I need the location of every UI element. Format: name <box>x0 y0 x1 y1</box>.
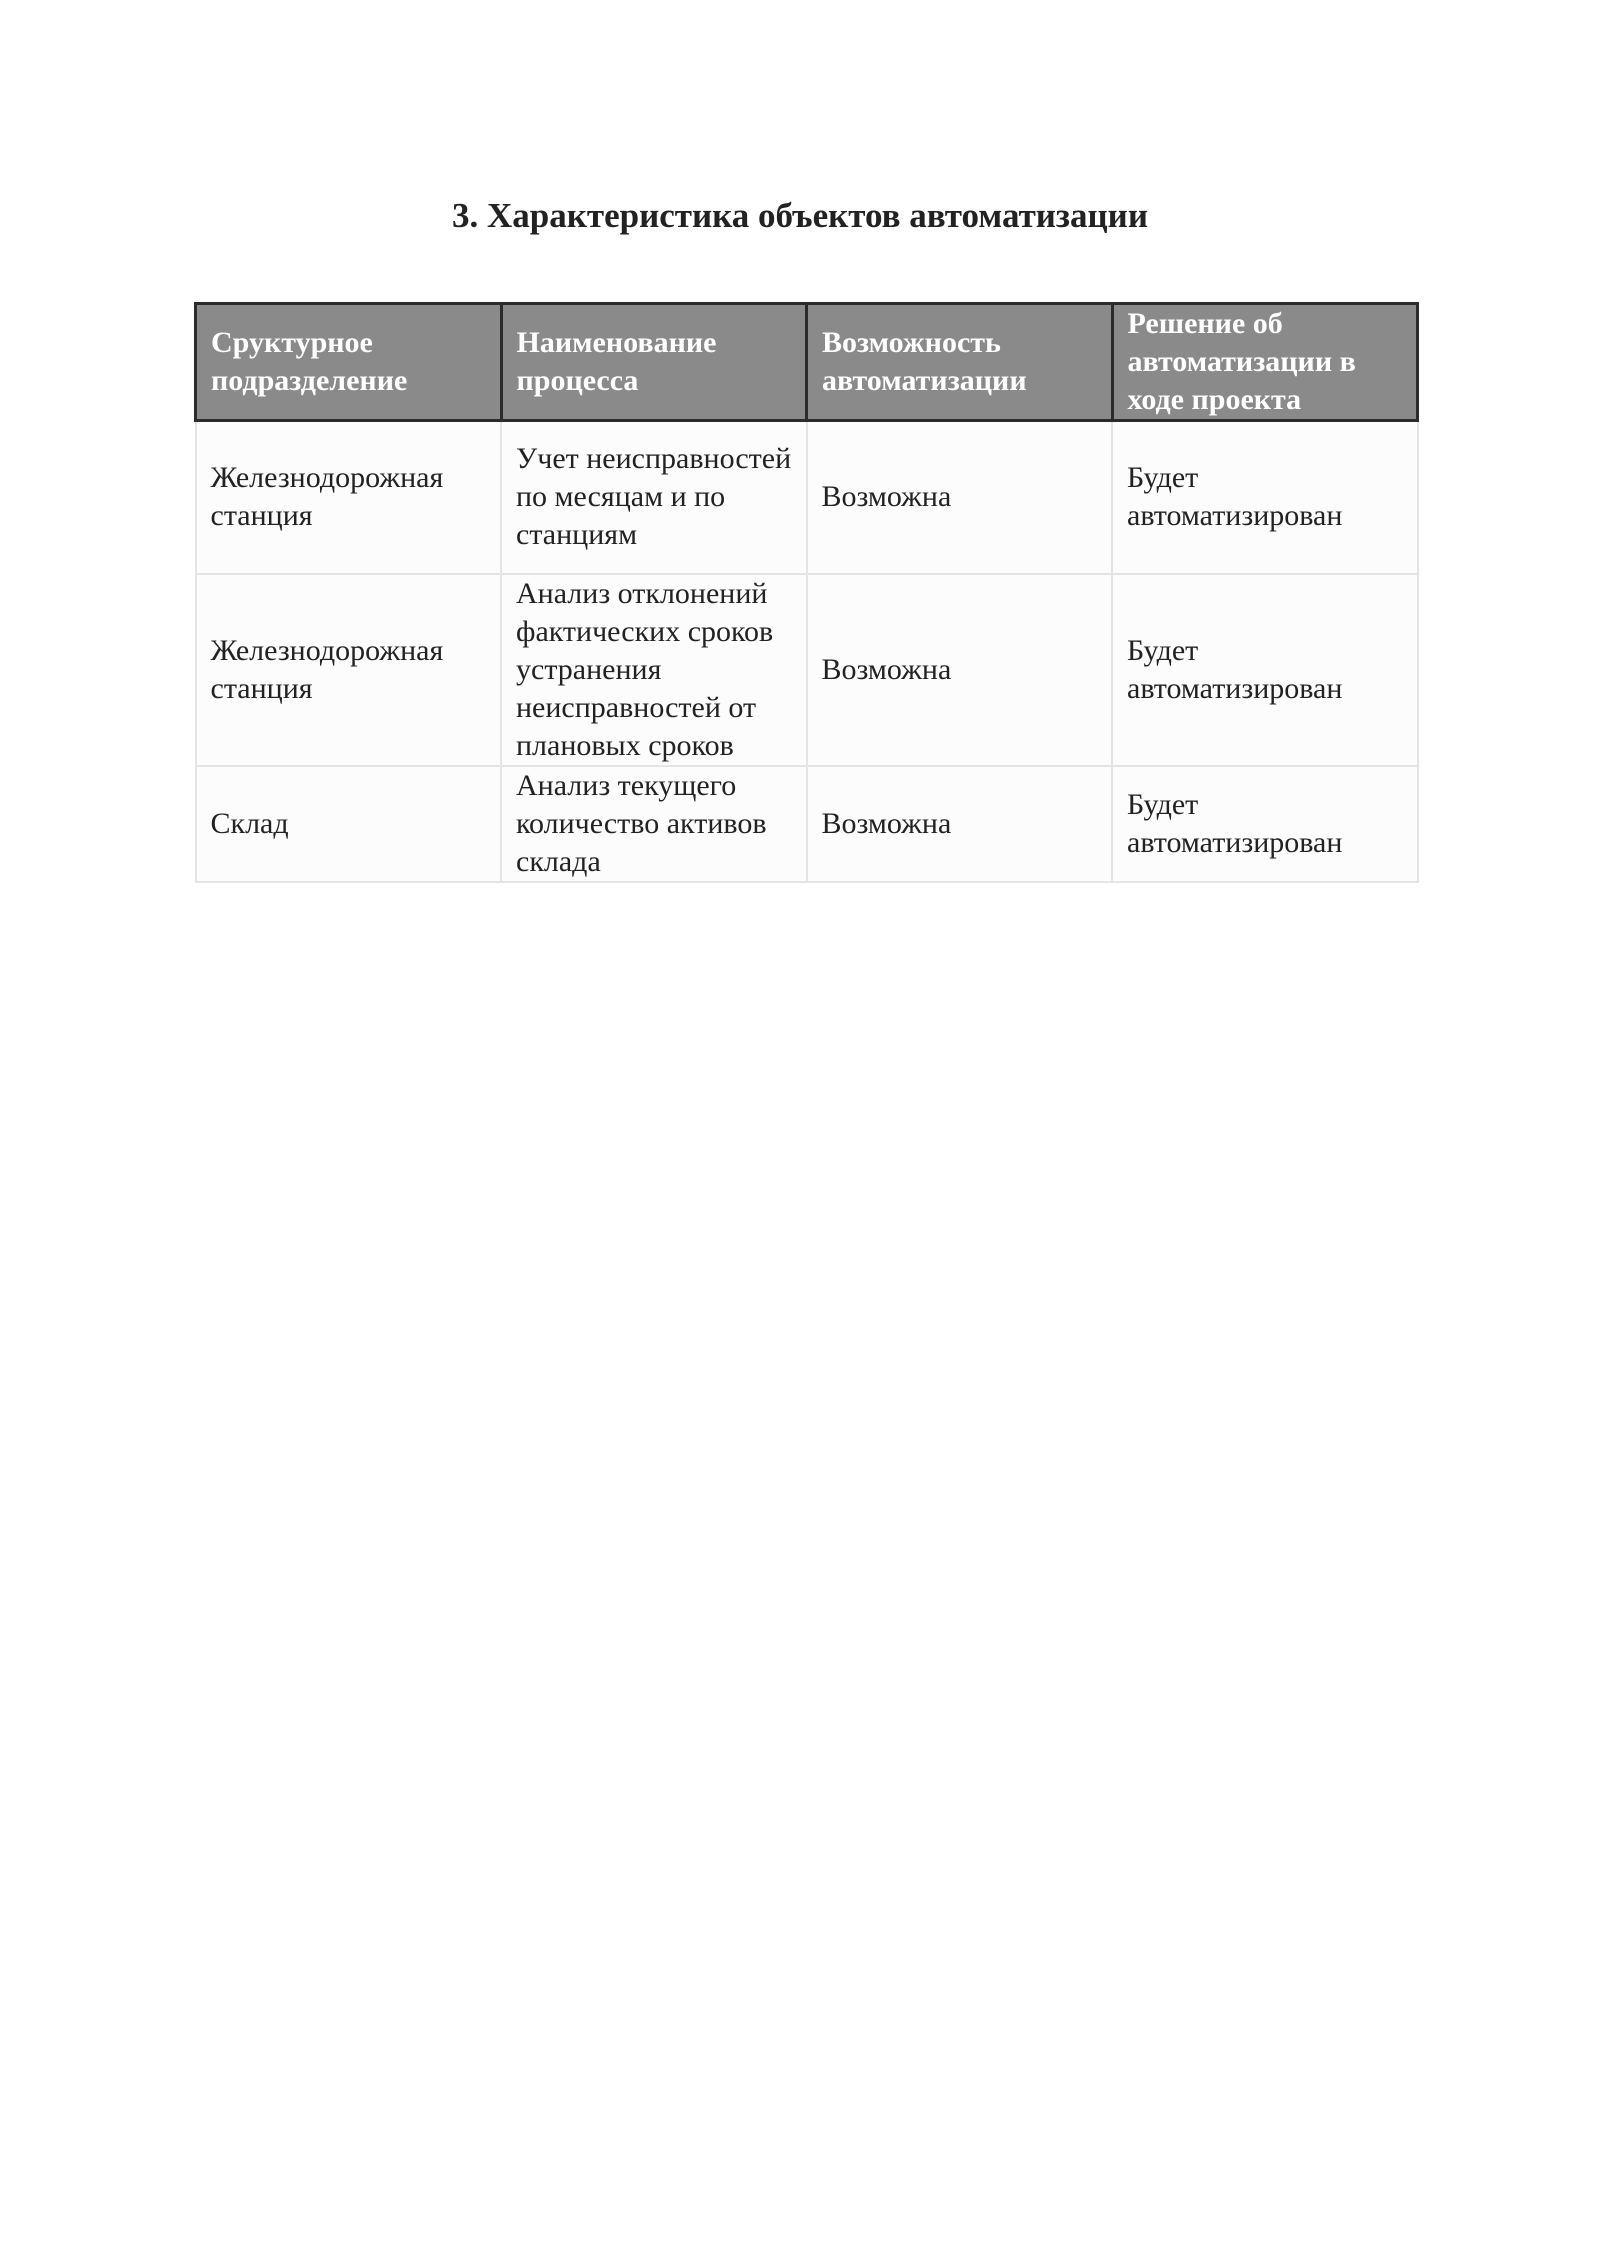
table-row <box>196 766 1418 882</box>
column-header-possibility: Возможность автоматизации <box>807 304 1113 421</box>
cell-division: Железнодорожная станция <box>196 421 502 574</box>
table-row <box>196 574 1418 766</box>
table-header-row <box>196 304 1418 421</box>
cell-decision: Будет автоматизирован <box>1112 421 1418 574</box>
cell-decision: Будет автоматизирован <box>1112 766 1418 882</box>
cell-possibility: Возможна <box>807 421 1113 574</box>
cell-division: Склад <box>196 766 502 882</box>
column-header-decision: Решение об автоматизации в ходе проекта <box>1112 304 1418 421</box>
cell-process: Анализ текущего количество активов склада <box>501 766 807 882</box>
cell-possibility: Возможна <box>807 766 1113 882</box>
column-header-process: Наименование процесса <box>501 304 807 421</box>
table-body <box>196 421 1418 882</box>
table-header <box>196 304 1418 421</box>
cell-possibility: Возможна <box>807 574 1113 766</box>
cell-process: Учет неисправностей по месяцам и по станциям <box>501 421 807 574</box>
column-header-division: Сруктурное подразделение <box>196 304 502 421</box>
cell-decision: Будет автоматизирован <box>1112 574 1418 766</box>
cell-process: Анализ отклонений фактических сроков устранения неисправностей от плановых сроков <box>501 574 807 766</box>
cell-division: Железнодорожная станция <box>196 574 502 766</box>
automation-objects-table <box>194 302 1419 883</box>
automation-objects-table-container <box>194 302 1416 883</box>
page-title: 3. Характеристика объектов автоматизации <box>451 196 1148 235</box>
table-row <box>196 421 1418 574</box>
